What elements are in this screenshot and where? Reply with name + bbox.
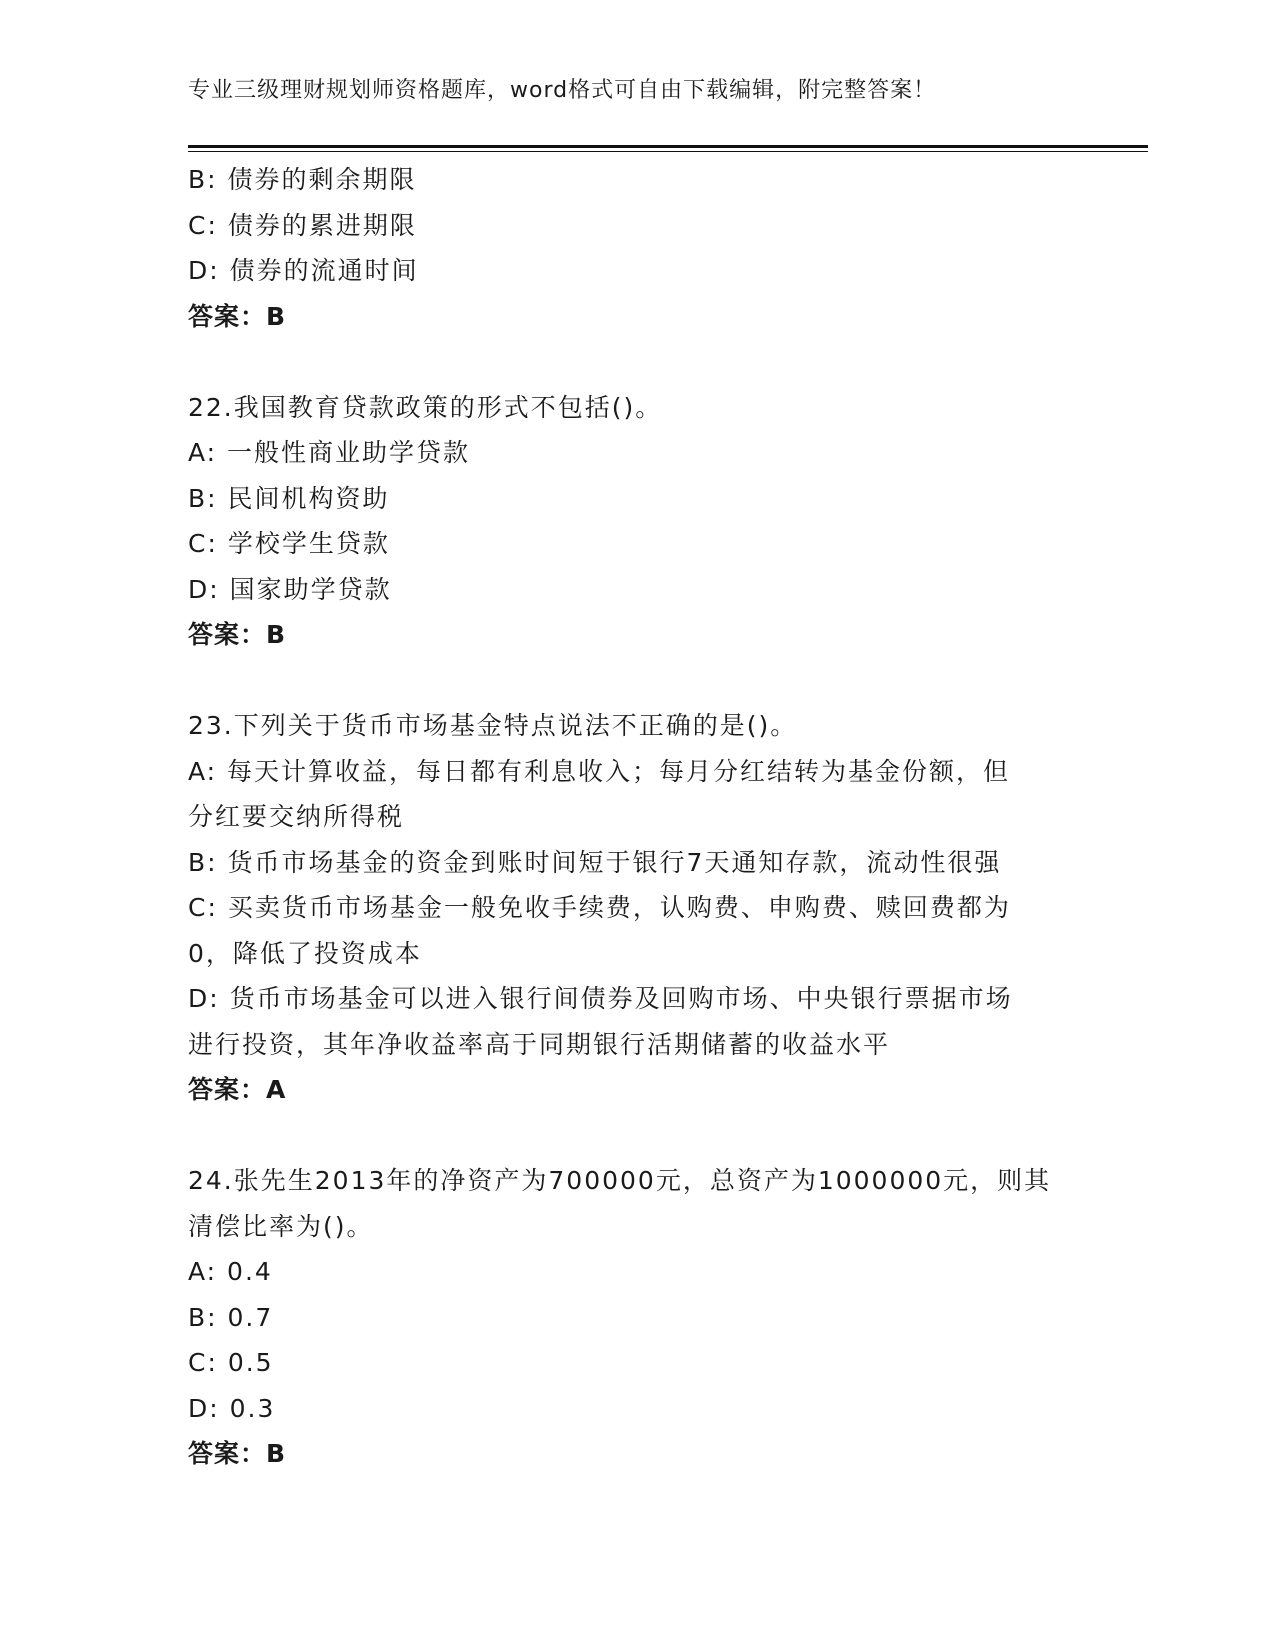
option-c-continued: 0，降低了投资成本 [188,938,422,968]
option-d: D: 货币市场基金可以进入银行间债券及回购市场、中央银行票据市场 [188,984,1013,1013]
spacer [188,658,1088,704]
option-c: C: 学校学生贷款 [188,529,390,558]
option-a: A: 0.4 [188,1257,273,1286]
question-stem: 23.下列关于货币市场基金特点说法不正确的是()。 [188,711,798,740]
option-d: D: 0.3 [188,1393,276,1423]
answer-line: 答案：B [188,301,287,331]
option-d: D: 债券的流通时间 [188,256,419,285]
option-a-continued: 分红要交纳所得税 [188,802,405,831]
answer-line: 答案：B [188,1439,287,1468]
option-a: A: 一般性商业助学贷款 [188,438,471,467]
question-21-continued [188,157,1088,339]
option-b: B: 民间机构资助 [188,483,390,513]
option-b: B: 0.7 [188,1302,274,1332]
question-24 [188,1158,1088,1477]
option-b: B: 货币市场基金的资金到账时间短于银行7天通知存款，流动性很强 [188,847,1002,877]
question-23 [188,703,1088,1113]
spacer [188,1113,1088,1159]
option-c: C: 0.5 [188,1348,274,1377]
question-stem: 22.我国教育贷款政策的形式不包括()。 [188,392,663,422]
question-stem-continued: 清偿比率为()。 [188,1211,374,1241]
option-b: B: 债券的剩余期限 [188,165,417,194]
option-c: C: 买卖货币市场基金一般免收手续费，认购费、申购费、赎回费都为 [188,893,1011,922]
answer-line: 答案：A [188,1075,287,1104]
option-d-continued: 进行投资，其年净收益率高于同期银行活期储蓄的收益水平 [188,1029,891,1059]
page-header: 专业三级理财规划师资格题库，word格式可自由下载编辑，附完整答案！ [188,78,937,103]
header-divider-thick [188,145,1148,148]
option-a: A: 每天计算收益，每日都有利息收入；每月分红结转为基金份额，但 [188,756,1011,786]
spacer [188,339,1088,385]
question-stem: 24.张先生2013年的净资产为700000元，总资产为1000000元，则其 [188,1166,1052,1195]
option-c: C: 债券的累进期限 [188,210,417,240]
answer-line: 答案：B [188,620,287,649]
header-divider-thin [188,151,1148,152]
question-list [188,157,1088,1477]
question-22 [188,385,1088,658]
option-d: D: 国家助学贷款 [188,574,392,604]
